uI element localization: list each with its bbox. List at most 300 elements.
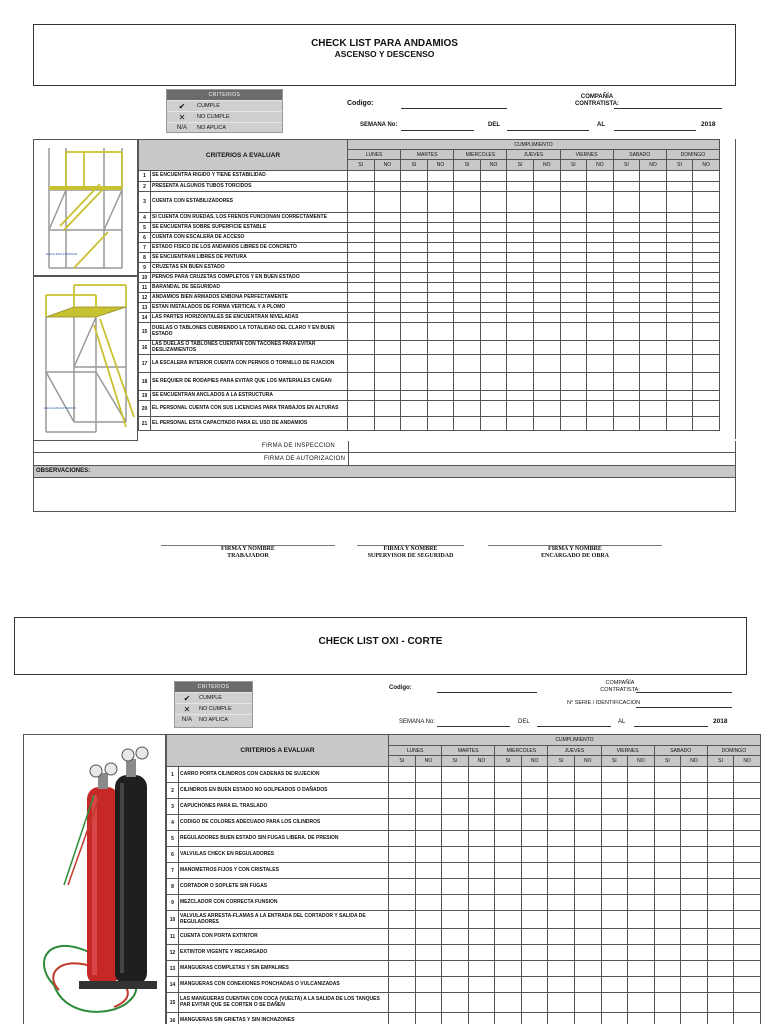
check-cell[interactable]: [480, 303, 507, 313]
check-cell[interactable]: [374, 213, 401, 223]
check-cell[interactable]: [734, 929, 761, 945]
check-cell[interactable]: [560, 243, 587, 253]
check-cell[interactable]: [640, 283, 667, 293]
check-cell[interactable]: [442, 815, 469, 831]
check-cell[interactable]: [613, 391, 640, 401]
check-cell[interactable]: [574, 945, 601, 961]
check-cell[interactable]: [454, 182, 481, 192]
check-cell[interactable]: [613, 323, 640, 341]
check-cell[interactable]: [480, 417, 507, 431]
check-cell[interactable]: [415, 911, 442, 929]
check-cell[interactable]: [693, 243, 720, 253]
check-cell[interactable]: [640, 171, 667, 182]
check-cell[interactable]: [468, 831, 495, 847]
check-cell[interactable]: [533, 243, 560, 253]
check-cell[interactable]: [681, 929, 708, 945]
check-cell[interactable]: [654, 911, 681, 929]
check-cell[interactable]: [507, 233, 534, 243]
check-cell[interactable]: [666, 401, 693, 417]
check-cell[interactable]: [681, 977, 708, 993]
check-cell[interactable]: [560, 223, 587, 233]
check-cell[interactable]: [533, 341, 560, 355]
check-cell[interactable]: [427, 243, 454, 253]
check-cell[interactable]: [480, 355, 507, 373]
check-cell[interactable]: [521, 831, 548, 847]
check-cell[interactable]: [640, 401, 667, 417]
check-cell[interactable]: [628, 911, 655, 929]
check-cell[interactable]: [666, 263, 693, 273]
check-cell[interactable]: [654, 961, 681, 977]
check-cell[interactable]: [507, 253, 534, 263]
check-cell[interactable]: [640, 192, 667, 213]
check-cell[interactable]: [521, 767, 548, 783]
check-cell[interactable]: [734, 815, 761, 831]
check-cell[interactable]: [415, 815, 442, 831]
check-cell[interactable]: [533, 182, 560, 192]
check-cell[interactable]: [666, 223, 693, 233]
check-cell[interactable]: [666, 243, 693, 253]
check-cell[interactable]: [401, 171, 428, 182]
check-cell[interactable]: [560, 171, 587, 182]
check-cell[interactable]: [348, 417, 375, 431]
check-cell[interactable]: [666, 192, 693, 213]
check-cell[interactable]: [693, 192, 720, 213]
check-cell[interactable]: [442, 929, 469, 945]
check-cell[interactable]: [468, 863, 495, 879]
check-cell[interactable]: [601, 879, 628, 895]
check-cell[interactable]: [521, 961, 548, 977]
check-cell[interactable]: [533, 171, 560, 182]
check-cell[interactable]: [613, 192, 640, 213]
check-cell[interactable]: [507, 341, 534, 355]
check-cell[interactable]: [601, 831, 628, 847]
del-field[interactable]: [507, 130, 589, 131]
check-cell[interactable]: [693, 263, 720, 273]
check-cell[interactable]: [693, 313, 720, 323]
check-cell[interactable]: [666, 171, 693, 182]
check-cell[interactable]: [587, 373, 614, 391]
check-cell[interactable]: [734, 879, 761, 895]
check-cell[interactable]: [654, 1013, 681, 1024]
check-cell[interactable]: [401, 313, 428, 323]
check-cell[interactable]: [681, 799, 708, 815]
check-cell[interactable]: [666, 391, 693, 401]
check-cell[interactable]: [427, 313, 454, 323]
check-cell[interactable]: [454, 373, 481, 391]
check-cell[interactable]: [401, 253, 428, 263]
check-cell[interactable]: [468, 929, 495, 945]
check-cell[interactable]: [548, 799, 575, 815]
check-cell[interactable]: [507, 263, 534, 273]
check-cell[interactable]: [389, 945, 416, 961]
check-cell[interactable]: [666, 273, 693, 283]
check-cell[interactable]: [521, 977, 548, 993]
check-cell[interactable]: [401, 293, 428, 303]
check-cell[interactable]: [533, 253, 560, 263]
codigo-field[interactable]: [437, 692, 537, 693]
check-cell[interactable]: [601, 929, 628, 945]
check-cell[interactable]: [415, 831, 442, 847]
check-cell[interactable]: [734, 1013, 761, 1024]
check-cell[interactable]: [613, 303, 640, 313]
check-cell[interactable]: [454, 263, 481, 273]
check-cell[interactable]: [628, 847, 655, 863]
check-cell[interactable]: [693, 213, 720, 223]
check-cell[interactable]: [654, 815, 681, 831]
check-cell[interactable]: [442, 831, 469, 847]
check-cell[interactable]: [374, 293, 401, 303]
check-cell[interactable]: [560, 391, 587, 401]
check-cell[interactable]: [480, 213, 507, 223]
check-cell[interactable]: [560, 283, 587, 293]
check-cell[interactable]: [587, 253, 614, 263]
check-cell[interactable]: [507, 313, 534, 323]
check-cell[interactable]: [707, 815, 734, 831]
check-cell[interactable]: [415, 863, 442, 879]
check-cell[interactable]: [693, 341, 720, 355]
check-cell[interactable]: [693, 417, 720, 431]
check-cell[interactable]: [666, 417, 693, 431]
check-cell[interactable]: [374, 223, 401, 233]
check-cell[interactable]: [734, 993, 761, 1013]
check-cell[interactable]: [401, 233, 428, 243]
check-cell[interactable]: [560, 401, 587, 417]
check-cell[interactable]: [734, 961, 761, 977]
check-cell[interactable]: [389, 863, 416, 879]
check-cell[interactable]: [587, 192, 614, 213]
check-cell[interactable]: [374, 263, 401, 273]
check-cell[interactable]: [427, 192, 454, 213]
check-cell[interactable]: [495, 863, 522, 879]
check-cell[interactable]: [507, 223, 534, 233]
check-cell[interactable]: [640, 253, 667, 263]
check-cell[interactable]: [507, 293, 534, 303]
check-cell[interactable]: [681, 879, 708, 895]
check-cell[interactable]: [480, 263, 507, 273]
check-cell[interactable]: [480, 283, 507, 293]
check-cell[interactable]: [587, 303, 614, 313]
check-cell[interactable]: [442, 1013, 469, 1024]
del-field[interactable]: [537, 726, 611, 727]
check-cell[interactable]: [613, 417, 640, 431]
check-cell[interactable]: [442, 993, 469, 1013]
check-cell[interactable]: [548, 911, 575, 929]
check-cell[interactable]: [374, 401, 401, 417]
check-cell[interactable]: [560, 192, 587, 213]
check-cell[interactable]: [480, 373, 507, 391]
check-cell[interactable]: [480, 171, 507, 182]
check-cell[interactable]: [574, 977, 601, 993]
check-cell[interactable]: [533, 233, 560, 243]
check-cell[interactable]: [601, 767, 628, 783]
firma-inspeccion-field[interactable]: [348, 441, 723, 452]
check-cell[interactable]: [560, 313, 587, 323]
check-cell[interactable]: [640, 182, 667, 192]
check-cell[interactable]: [507, 283, 534, 293]
check-cell[interactable]: [427, 273, 454, 283]
check-cell[interactable]: [601, 895, 628, 911]
check-cell[interactable]: [640, 417, 667, 431]
al-field[interactable]: [614, 130, 696, 131]
check-cell[interactable]: [613, 182, 640, 192]
check-cell[interactable]: [628, 879, 655, 895]
check-cell[interactable]: [468, 977, 495, 993]
check-cell[interactable]: [587, 223, 614, 233]
check-cell[interactable]: [560, 213, 587, 223]
check-cell[interactable]: [693, 401, 720, 417]
check-cell[interactable]: [415, 977, 442, 993]
check-cell[interactable]: [734, 847, 761, 863]
check-cell[interactable]: [348, 341, 375, 355]
check-cell[interactable]: [640, 373, 667, 391]
check-cell[interactable]: [533, 401, 560, 417]
check-cell[interactable]: [601, 961, 628, 977]
check-cell[interactable]: [574, 815, 601, 831]
check-cell[interactable]: [427, 263, 454, 273]
check-cell[interactable]: [415, 1013, 442, 1024]
check-cell[interactable]: [548, 895, 575, 911]
check-cell[interactable]: [468, 847, 495, 863]
check-cell[interactable]: [374, 303, 401, 313]
check-cell[interactable]: [640, 213, 667, 223]
check-cell[interactable]: [628, 993, 655, 1013]
check-cell[interactable]: [587, 171, 614, 182]
check-cell[interactable]: [681, 767, 708, 783]
check-cell[interactable]: [401, 355, 428, 373]
check-cell[interactable]: [427, 223, 454, 233]
check-cell[interactable]: [613, 233, 640, 243]
check-cell[interactable]: [427, 182, 454, 192]
check-cell[interactable]: [480, 391, 507, 401]
check-cell[interactable]: [666, 293, 693, 303]
check-cell[interactable]: [415, 783, 442, 799]
check-cell[interactable]: [681, 847, 708, 863]
check-cell[interactable]: [521, 1013, 548, 1024]
check-cell[interactable]: [389, 767, 416, 783]
check-cell[interactable]: [427, 283, 454, 293]
check-cell[interactable]: [587, 341, 614, 355]
check-cell[interactable]: [348, 253, 375, 263]
check-cell[interactable]: [693, 355, 720, 373]
check-cell[interactable]: [628, 1013, 655, 1024]
check-cell[interactable]: [521, 993, 548, 1013]
check-cell[interactable]: [628, 961, 655, 977]
check-cell[interactable]: [548, 977, 575, 993]
check-cell[interactable]: [628, 945, 655, 961]
check-cell[interactable]: [415, 847, 442, 863]
check-cell[interactable]: [693, 223, 720, 233]
check-cell[interactable]: [613, 341, 640, 355]
check-cell[interactable]: [548, 863, 575, 879]
check-cell[interactable]: [601, 1013, 628, 1024]
check-cell[interactable]: [442, 911, 469, 929]
check-cell[interactable]: [654, 847, 681, 863]
check-cell[interactable]: [587, 263, 614, 273]
check-cell[interactable]: [587, 283, 614, 293]
check-cell[interactable]: [427, 373, 454, 391]
check-cell[interactable]: [681, 783, 708, 799]
check-cell[interactable]: [401, 341, 428, 355]
check-cell[interactable]: [601, 977, 628, 993]
check-cell[interactable]: [454, 273, 481, 283]
check-cell[interactable]: [574, 929, 601, 945]
check-cell[interactable]: [628, 929, 655, 945]
check-cell[interactable]: [389, 977, 416, 993]
check-cell[interactable]: [533, 273, 560, 283]
check-cell[interactable]: [707, 1013, 734, 1024]
check-cell[interactable]: [601, 945, 628, 961]
check-cell[interactable]: [415, 929, 442, 945]
check-cell[interactable]: [574, 961, 601, 977]
check-cell[interactable]: [401, 391, 428, 401]
check-cell[interactable]: [560, 355, 587, 373]
check-cell[interactable]: [560, 273, 587, 283]
check-cell[interactable]: [533, 192, 560, 213]
check-cell[interactable]: [601, 783, 628, 799]
check-cell[interactable]: [574, 1013, 601, 1024]
check-cell[interactable]: [707, 767, 734, 783]
check-cell[interactable]: [601, 815, 628, 831]
check-cell[interactable]: [587, 293, 614, 303]
check-cell[interactable]: [707, 799, 734, 815]
check-cell[interactable]: [454, 283, 481, 293]
check-cell[interactable]: [495, 895, 522, 911]
check-cell[interactable]: [415, 767, 442, 783]
check-cell[interactable]: [415, 945, 442, 961]
check-cell[interactable]: [389, 815, 416, 831]
check-cell[interactable]: [454, 313, 481, 323]
check-cell[interactable]: [707, 783, 734, 799]
check-cell[interactable]: [640, 223, 667, 233]
check-cell[interactable]: [389, 929, 416, 945]
check-cell[interactable]: [560, 373, 587, 391]
check-cell[interactable]: [495, 847, 522, 863]
check-cell[interactable]: [480, 233, 507, 243]
check-cell[interactable]: [374, 391, 401, 401]
check-cell[interactable]: [348, 223, 375, 233]
check-cell[interactable]: [415, 799, 442, 815]
check-cell[interactable]: [734, 895, 761, 911]
check-cell[interactable]: [574, 911, 601, 929]
check-cell[interactable]: [348, 373, 375, 391]
check-cell[interactable]: [628, 815, 655, 831]
check-cell[interactable]: [427, 303, 454, 313]
check-cell[interactable]: [613, 313, 640, 323]
check-cell[interactable]: [454, 223, 481, 233]
check-cell[interactable]: [454, 213, 481, 223]
check-cell[interactable]: [533, 283, 560, 293]
check-cell[interactable]: [640, 263, 667, 273]
semana-field[interactable]: [437, 726, 510, 727]
check-cell[interactable]: [454, 293, 481, 303]
check-cell[interactable]: [666, 253, 693, 263]
check-cell[interactable]: [681, 993, 708, 1013]
check-cell[interactable]: [507, 323, 534, 341]
check-cell[interactable]: [521, 815, 548, 831]
check-cell[interactable]: [654, 929, 681, 945]
check-cell[interactable]: [454, 303, 481, 313]
check-cell[interactable]: [442, 945, 469, 961]
check-cell[interactable]: [454, 417, 481, 431]
check-cell[interactable]: [707, 911, 734, 929]
check-cell[interactable]: [507, 355, 534, 373]
check-cell[interactable]: [693, 391, 720, 401]
check-cell[interactable]: [374, 283, 401, 293]
check-cell[interactable]: [374, 273, 401, 283]
check-cell[interactable]: [693, 293, 720, 303]
check-cell[interactable]: [348, 233, 375, 243]
check-cell[interactable]: [507, 192, 534, 213]
check-cell[interactable]: [401, 373, 428, 391]
check-cell[interactable]: [468, 799, 495, 815]
check-cell[interactable]: [574, 993, 601, 1013]
check-cell[interactable]: [548, 767, 575, 783]
check-cell[interactable]: [442, 961, 469, 977]
compania-field[interactable]: [636, 692, 732, 693]
check-cell[interactable]: [613, 355, 640, 373]
check-cell[interactable]: [666, 323, 693, 341]
check-cell[interactable]: [348, 273, 375, 283]
check-cell[interactable]: [613, 373, 640, 391]
check-cell[interactable]: [348, 391, 375, 401]
check-cell[interactable]: [507, 171, 534, 182]
check-cell[interactable]: [734, 945, 761, 961]
check-cell[interactable]: [681, 945, 708, 961]
check-cell[interactable]: [654, 831, 681, 847]
check-cell[interactable]: [548, 815, 575, 831]
check-cell[interactable]: [587, 213, 614, 223]
check-cell[interactable]: [495, 879, 522, 895]
check-cell[interactable]: [401, 192, 428, 213]
check-cell[interactable]: [348, 213, 375, 223]
check-cell[interactable]: [628, 799, 655, 815]
check-cell[interactable]: [533, 263, 560, 273]
check-cell[interactable]: [734, 799, 761, 815]
check-cell[interactable]: [401, 213, 428, 223]
check-cell[interactable]: [389, 831, 416, 847]
check-cell[interactable]: [521, 847, 548, 863]
check-cell[interactable]: [442, 977, 469, 993]
check-cell[interactable]: [401, 323, 428, 341]
check-cell[interactable]: [495, 993, 522, 1013]
check-cell[interactable]: [389, 1013, 416, 1024]
check-cell[interactable]: [613, 171, 640, 182]
check-cell[interactable]: [654, 895, 681, 911]
check-cell[interactable]: [574, 847, 601, 863]
check-cell[interactable]: [587, 243, 614, 253]
check-cell[interactable]: [548, 783, 575, 799]
check-cell[interactable]: [454, 192, 481, 213]
check-cell[interactable]: [468, 783, 495, 799]
check-cell[interactable]: [427, 417, 454, 431]
check-cell[interactable]: [640, 313, 667, 323]
check-cell[interactable]: [628, 977, 655, 993]
check-cell[interactable]: [427, 323, 454, 341]
check-cell[interactable]: [521, 945, 548, 961]
check-cell[interactable]: [374, 192, 401, 213]
check-cell[interactable]: [454, 391, 481, 401]
check-cell[interactable]: [480, 293, 507, 303]
check-cell[interactable]: [480, 341, 507, 355]
check-cell[interactable]: [507, 182, 534, 192]
check-cell[interactable]: [389, 895, 416, 911]
check-cell[interactable]: [548, 945, 575, 961]
check-cell[interactable]: [401, 283, 428, 293]
check-cell[interactable]: [374, 243, 401, 253]
check-cell[interactable]: [613, 213, 640, 223]
check-cell[interactable]: [548, 1013, 575, 1024]
check-cell[interactable]: [521, 895, 548, 911]
